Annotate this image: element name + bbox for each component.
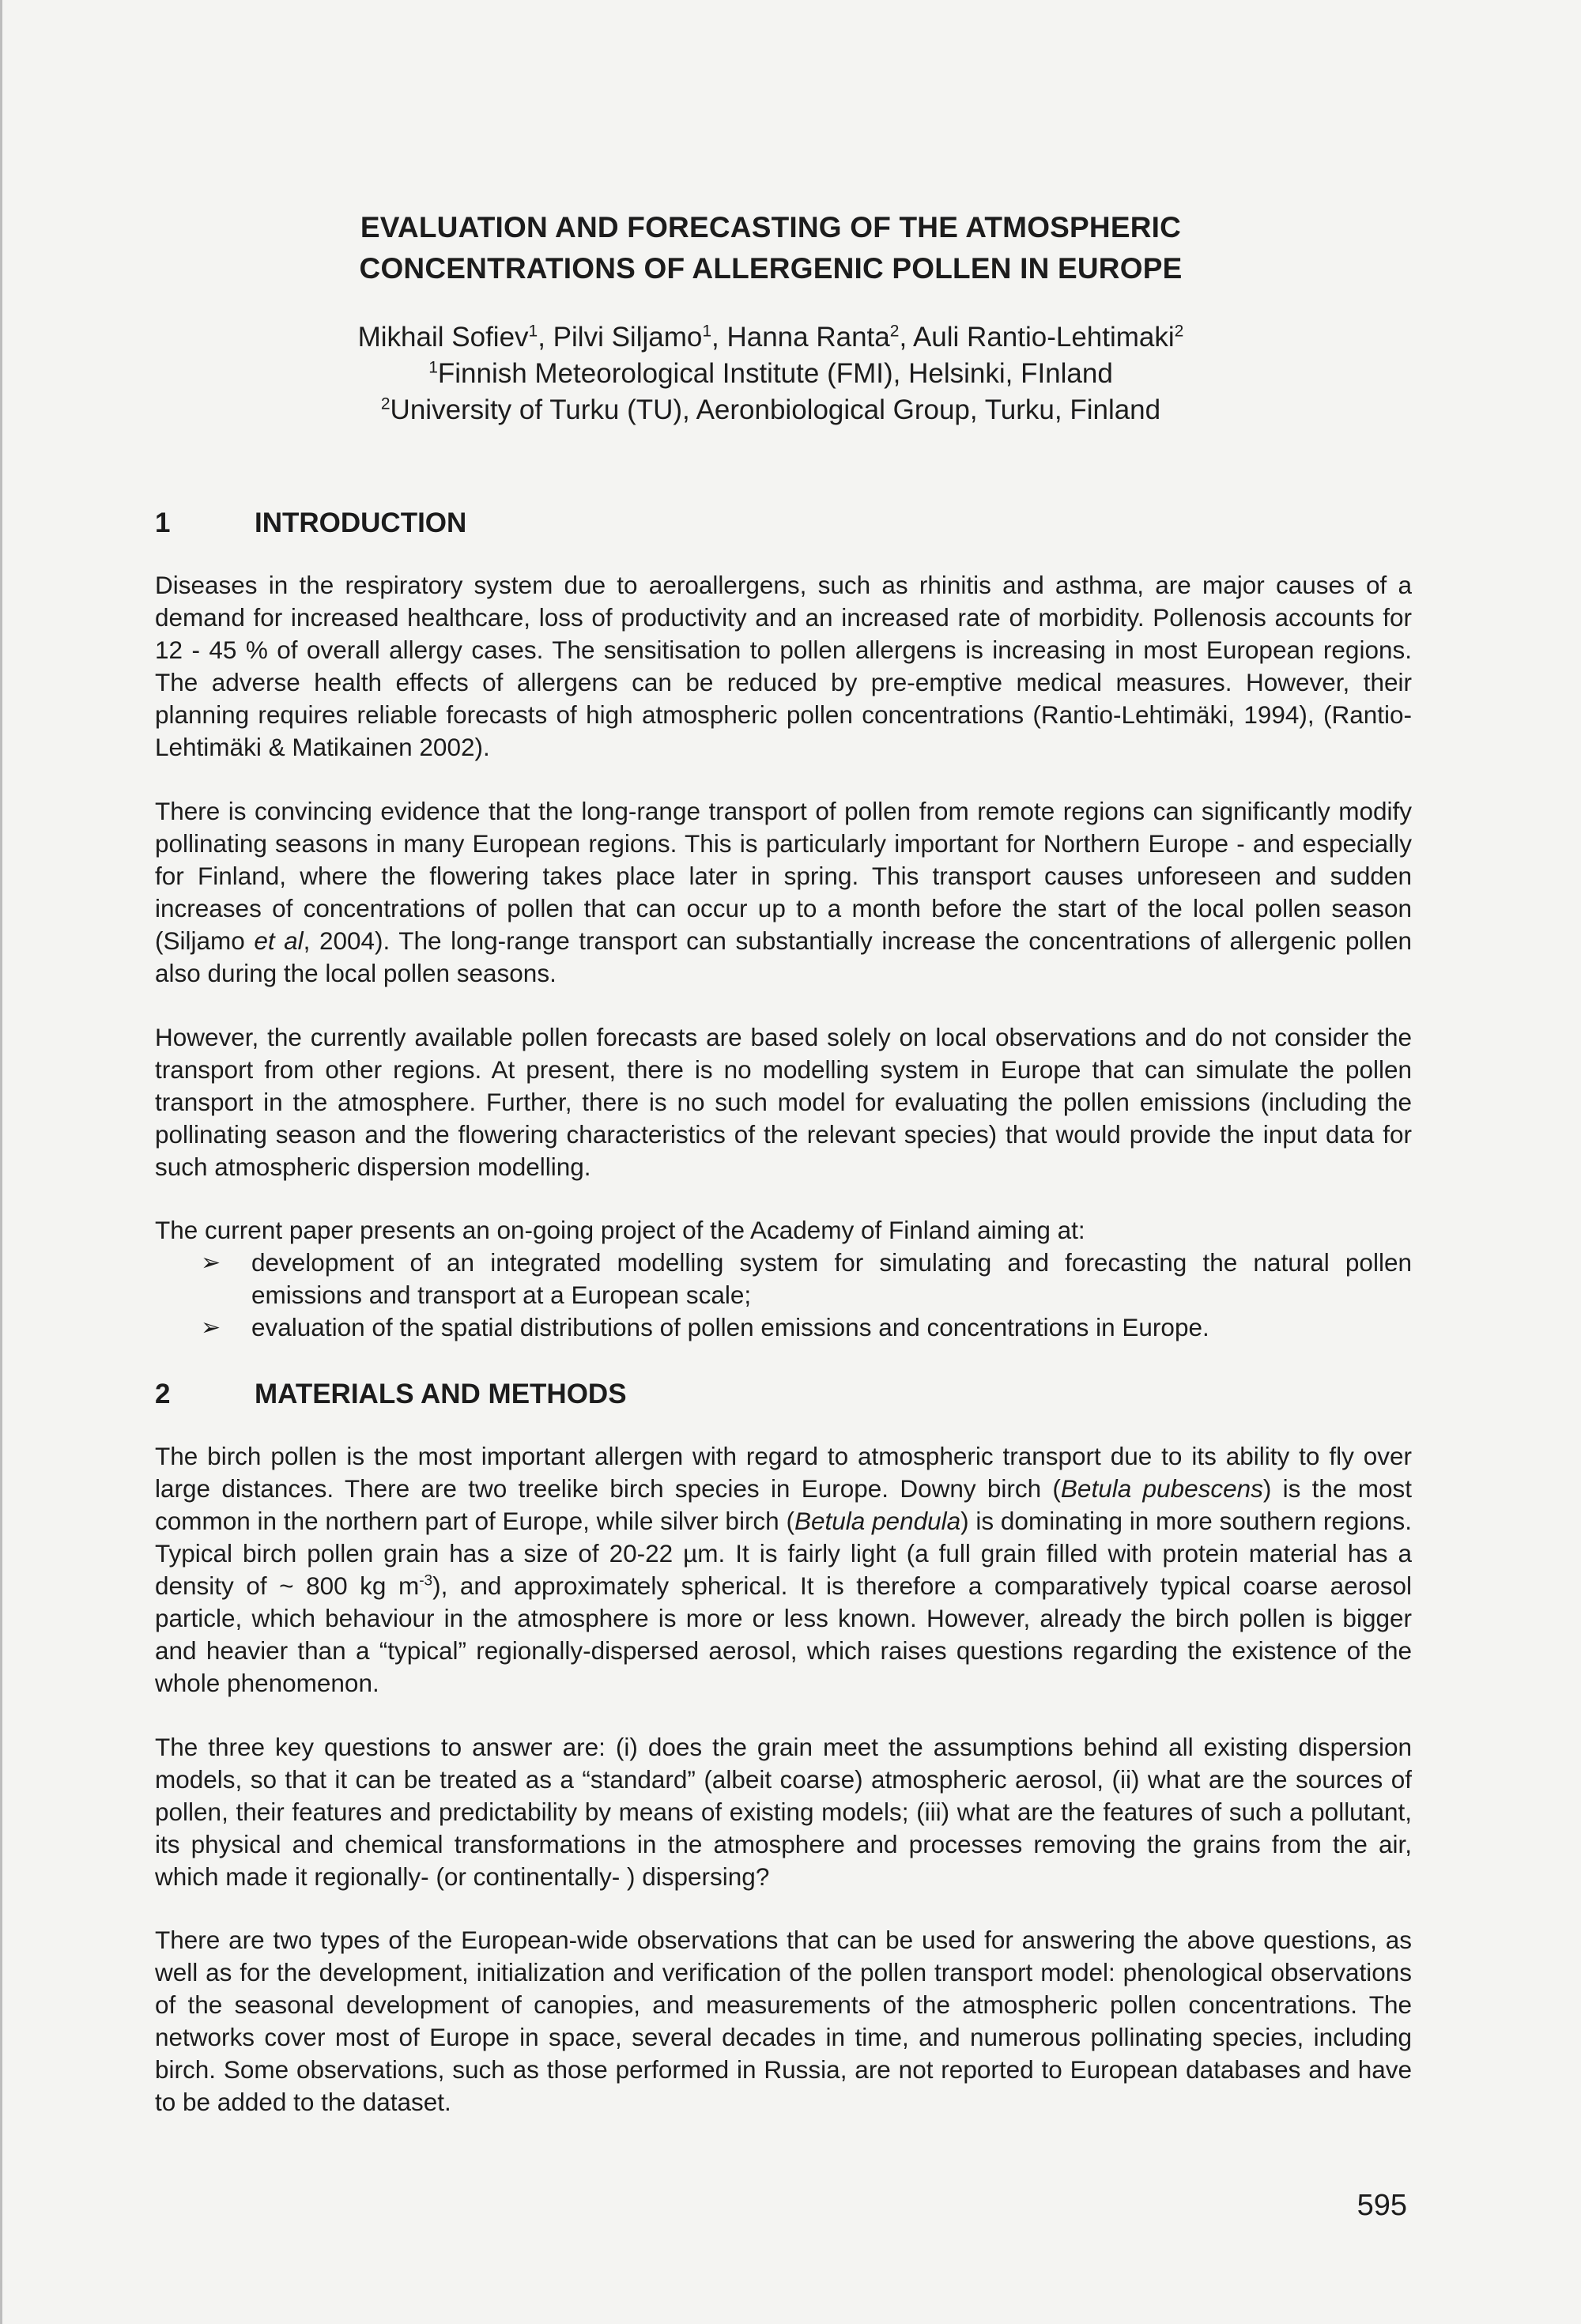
- title-line-2: CONCENTRATIONS OF ALLERGENIC POLLEN IN EUROPE: [359, 252, 1183, 285]
- intro-paragraph-2: [155, 795, 1412, 990]
- author-block: [261, 319, 1281, 428]
- bullet-text: evaluation of the spatial distributions of pollen emissions and concentrations in Europe.: [251, 1313, 1209, 1341]
- paper-title: [300, 207, 1241, 289]
- emphasis-text: Betula pendula: [794, 1507, 961, 1535]
- affiliation-marker: 1: [528, 322, 538, 341]
- intro-paragraph-4: The current paper presents an on-going project of the Academy of Finland aiming at:: [155, 1216, 1085, 1244]
- paragraph-text: There is convincing evidence that the long-range transport of pollen from remote regions can significantly modify pollinating seasons in many European regions. This is particularly important for Northern Europe - and especially for Finland, where the flowering takes place later in spring. This transport causes unforeseen and sudden increases of concentrations of pollen that can occur up to a month before the start of the local pollen season (Siljamo: [155, 797, 1412, 955]
- intro-paragraph-3: However, the currently available pollen forecasts are based solely on local observations and do not consider the transport from other regions. At present, there is no modelling system in Europe that can simulate the pollen transport in the atmosphere. Further, there is no such model for evaluating the pollen emissions (including the pollinating season and the flowering characteristics of the relevant species) that would provide the input data for such atmospheric dispersion modelling.: [155, 1023, 1412, 1181]
- author-name: , Hanna Ranta: [711, 322, 890, 353]
- affiliation-1: [261, 356, 1281, 392]
- paragraph-text: , 2004). The long-range transport can substantially increase the concentrations of allergenic pollen also during the local pollen seasons.: [155, 926, 1412, 987]
- affiliation-marker: 1: [428, 358, 438, 377]
- title-line-1: EVALUATION AND FORECASTING OF THE ATMOSPHERIC: [360, 211, 1182, 243]
- affiliation-marker: 2: [889, 322, 900, 341]
- affiliation-2: [261, 392, 1281, 428]
- bullet-text: development of an integrated modelling system for simulating and forecasting the natural pollen emissions and transport at a European scale;: [251, 1248, 1412, 1309]
- section-heading-introduction: [155, 506, 466, 541]
- section-number: 1: [155, 507, 171, 538]
- methods-paragraph-3: There are two types of the European-wide observations that can be used for answering the above questions, as well as for the development, initialization and verification of the pollen transport model: phenological observations of the seasonal development of canopies, and measurements of the atmospheric pollen concentrations. The networks cover most of Europe in space, several decades in time, and numerous pollinating species, including birch. Some observations, such as those performed in Russia, are not reported to European databases and have to be added to the dataset.: [155, 1926, 1412, 2116]
- affiliation-text: University of Turku (TU), Aeronbiological Group, Turku, Finland: [390, 394, 1161, 425]
- arrow-bullet-icon: ➢: [201, 1250, 221, 1276]
- affiliation-marker: 2: [1174, 322, 1184, 341]
- bullet-item: [201, 1247, 1412, 1311]
- author-name: , Auli Rantio-Lehtimaki: [899, 322, 1175, 353]
- author-names: [261, 319, 1281, 356]
- section-heading-materials-methods: [155, 1377, 627, 1412]
- author-name: Mikhail Sofiev: [357, 322, 529, 353]
- emphasis-text: Betula pubescens: [1060, 1474, 1263, 1503]
- methods-paragraph-2: The three key questions to answer are: (i) does the grain meet the assumptions behind all existing dispersion models, so that it can be treated as a “standard” (albeit coarse) atmospheric aerosol, (ii) what are the sources of pollen, their features and predictability by means of existing models; (iii) what are the features of such a pollutant, its physical and chemical transformations in the atmosphere and processes removing the grains from the air, which made it regionally- (or continentally- ) dispersing?: [155, 1733, 1412, 1891]
- arrow-bullet-icon: ➢: [201, 1315, 221, 1341]
- scan-edge: [0, 0, 2, 2324]
- page-number: 595: [1356, 2189, 1407, 2222]
- section-number: 2: [155, 1379, 171, 1409]
- superscript: -3: [419, 1572, 433, 1590]
- paragraph-text: ) is the most common in the northern part of Europe, while silver birch (: [155, 1474, 1412, 1535]
- section-title: MATERIALS AND METHODS: [255, 1379, 627, 1409]
- affiliation-text: Finnish Meteorological Institute (FMI), Helsinki, FInland: [437, 358, 1113, 389]
- paragraph-text: ) is dominating in more southern regions. Typical birch pollen grain has a size of 20-22 µm. It is fairly light (a full grain filled with protein material has a density of ~ 800 kg m: [155, 1507, 1412, 1600]
- affiliation-marker: 2: [380, 394, 391, 413]
- affiliation-marker: 1: [702, 322, 712, 341]
- section-title: INTRODUCTION: [255, 507, 467, 538]
- paragraph-text: ), and approximately spherical. It is therefore a comparatively typical coarse aerosol particle, which behaviour in the atmosphere is more or less known. However, already the birch pollen is bigger and heavier than a “typical” regionally-dispersed aerosol, which raises questions regarding the existence of the whole phenomenon.: [155, 1571, 1412, 1697]
- bullet-item: [201, 1311, 1412, 1344]
- methods-paragraph-1: [155, 1440, 1412, 1700]
- intro-paragraph-1: Diseases in the respiratory system due to aeroallergens, such as rhinitis and asthma, are major causes of a demand for increased healthcare, loss of productivity and an increased rate of morbidity. Pollenosis accounts for 12 - 45 % of overall allergy cases. The sensitisation to pollen allergens is increasing in most European regions. The adverse health effects of allergens can be reduced by pre-emptive medical measures. However, their planning requires reliable forecasts of high atmospheric pollen concentrations (Rantio-Lehtimäki, 1994), (Rantio-Lehtimäki & Matikainen 2002).: [155, 571, 1412, 761]
- paragraph-text: The birch pollen is the most important allergen with regard to atmospheric transport due to its ability to fly over large distances. There are two treelike birch species in Europe. Downy birch (: [155, 1442, 1412, 1503]
- author-name: , Pilvi Siljamo: [538, 322, 703, 353]
- emphasis-text: et al: [254, 926, 304, 955]
